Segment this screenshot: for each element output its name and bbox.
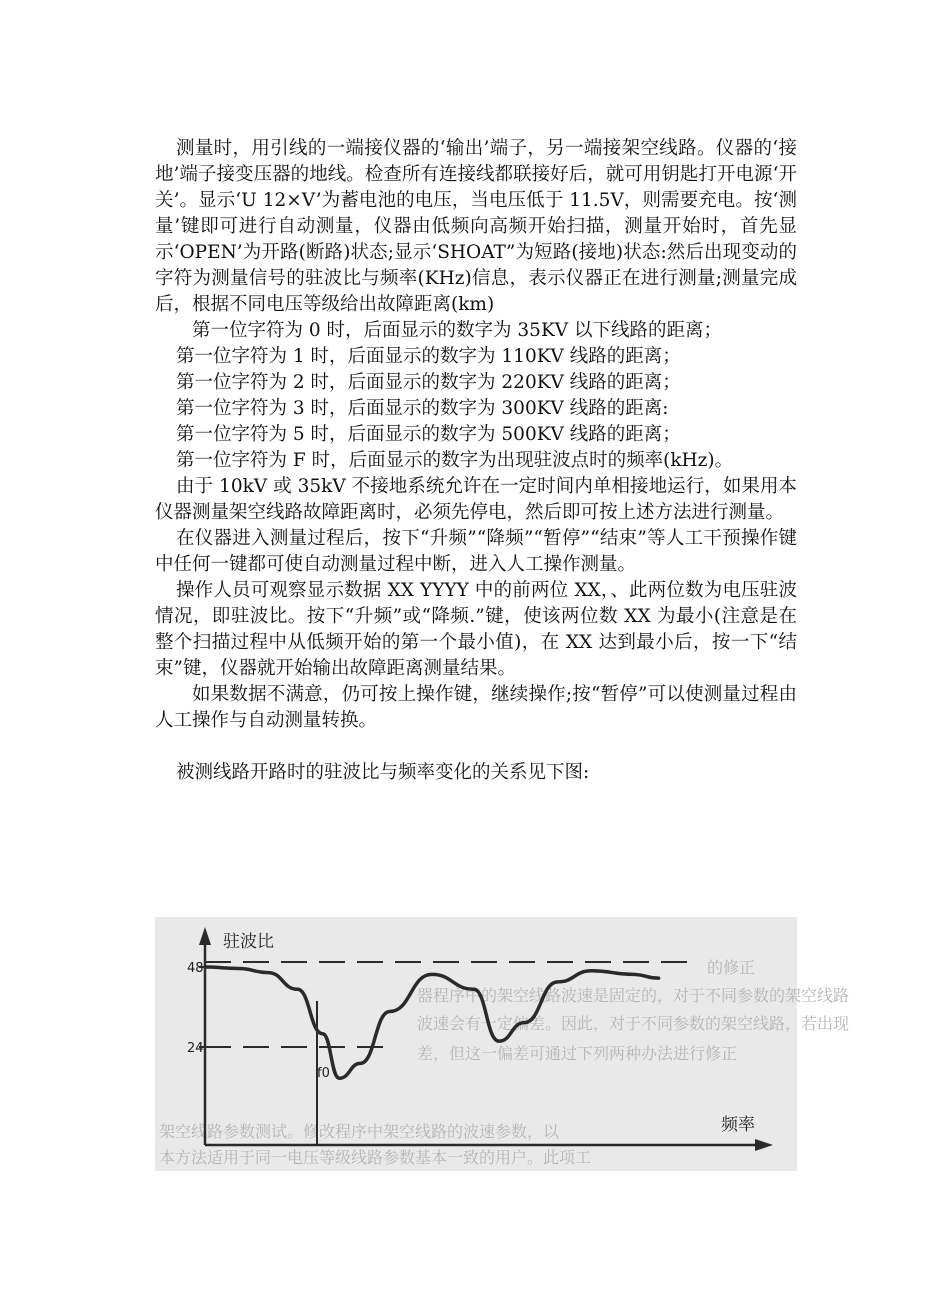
- blank-line: [155, 734, 797, 760]
- list-item-digit-f: 第一位字符为 F 时，后面显示的数字为出现驻波点时的频率(kHz)。: [176, 450, 734, 471]
- list-item-digit-1: 第一位字符为 1 时，后面显示的数字为 110KV 线路的距离；: [176, 346, 681, 367]
- list-item-digit-2: 第一位字符为 2 时，后面显示的数字为 220KV 线路的距离；: [176, 372, 681, 393]
- paragraph-measurement-procedure: 测量时，用引线的一端接仪器的‘输出’端子，另一端接架空线路。仪器的‘接地’端子接变压器的地线。检查所有连接线都联接好后，就可用钥匙打开电源‘开关’。显示‘U 12×V’为蓄电池的电压，当电压低于 11.5V，则需要充电。按‘测量’键即可进行自动测量，仪器由低频向高频开始扫描，测量开始时，首先显示‘OPEN’为开路(断路)状态;显示‘SHOAT”为短路(接地)状态:然后出现变动的字符为测量信号的驻波比与频率(KHz)信息，表示仪器正在进行测量;测量完成后，根据不同电压等级给出故障距离(km): [155, 138, 797, 315]
- vswr-chart: [155, 917, 850, 1171]
- paragraph-manual-intervention: 在仪器进入测量过程后，按下“升频”“降频”“暂停”“结束”等人工干预操作键中任何一键都可使自动测量过程中断，进入人工操作测量。: [155, 528, 797, 575]
- bleed-line: 波速会有一定偏差。因此，对于不同参数的架空线路，若出现: [417, 1014, 850, 1033]
- f0-label: f0: [317, 1066, 330, 1081]
- bleed-line: 本方法适用于同一电压等级线路参数基本一致的用户。此项工: [159, 1148, 592, 1167]
- list-item-digit-3: 第一位字符为 3 时，后面显示的数字为 300KV 线路的距离:: [176, 398, 669, 419]
- bleed-line: 差，但这一偏差可通过下列两种办法进行修正: [417, 1044, 738, 1063]
- figure-caption: 被测线路开路时的驻波比与频率变化的关系见下图:: [176, 762, 590, 783]
- x-axis-label: 频率: [721, 1115, 755, 1135]
- paragraph-ungrounded-system: 由于 10kV 或 35kV 不接地系统允许在一定时间内单相接地运行，如果用本仪器测量架空线路故障距离时，必须先停电，然后即可按上述方法进行测量。: [155, 476, 797, 523]
- bleed-line: 的修正: [707, 958, 756, 977]
- x-axis-arrow-icon: [755, 1139, 773, 1151]
- y-axis-arrow-icon: [199, 927, 211, 945]
- document-body: [155, 136, 797, 786]
- paragraph-observe-vswr: 操作人员可观察显示数据 XX YYYY 中的前两位 XX，、此两位数为电压驻波情况，即驻波比。按下“升频”或“降频.”键，使该两位数 XX 为最小(注意是在整个扫描过程中从低频开始的第一个最小值)，在 XX 达到最小后，按一下“结束”键，仪器就开始输出故障距离测量结果。: [155, 580, 797, 679]
- y-tick-label-24: 24: [187, 1041, 204, 1056]
- paragraph-unsatisfied-data: 如果数据不满意，仍可按上操作键，继续操作;按“暂停”可以使测量过程由人工操作与自动测量转换。: [155, 684, 797, 731]
- y-tick-label-48: 48: [187, 961, 204, 976]
- list-item-digit-0: 第一位字符为 0 时，后面显示的数字为 35KV 以下线路的距离；: [192, 320, 723, 341]
- vswr-frequency-figure: [155, 917, 850, 1171]
- y-axis-label: 驻波比: [223, 932, 274, 952]
- bleed-line: 架空线路参数测试。修改程序中架空线路的波速参数，以: [159, 1122, 560, 1141]
- list-item-digit-5: 第一位字符为 5 时，后面显示的数字为 500KV 线路的距离；: [176, 424, 681, 445]
- bleed-through-text: [159, 958, 849, 1167]
- bleed-line: 器程序中的架空线路波速是固定的，对于不同参数的架空线路: [417, 986, 850, 1005]
